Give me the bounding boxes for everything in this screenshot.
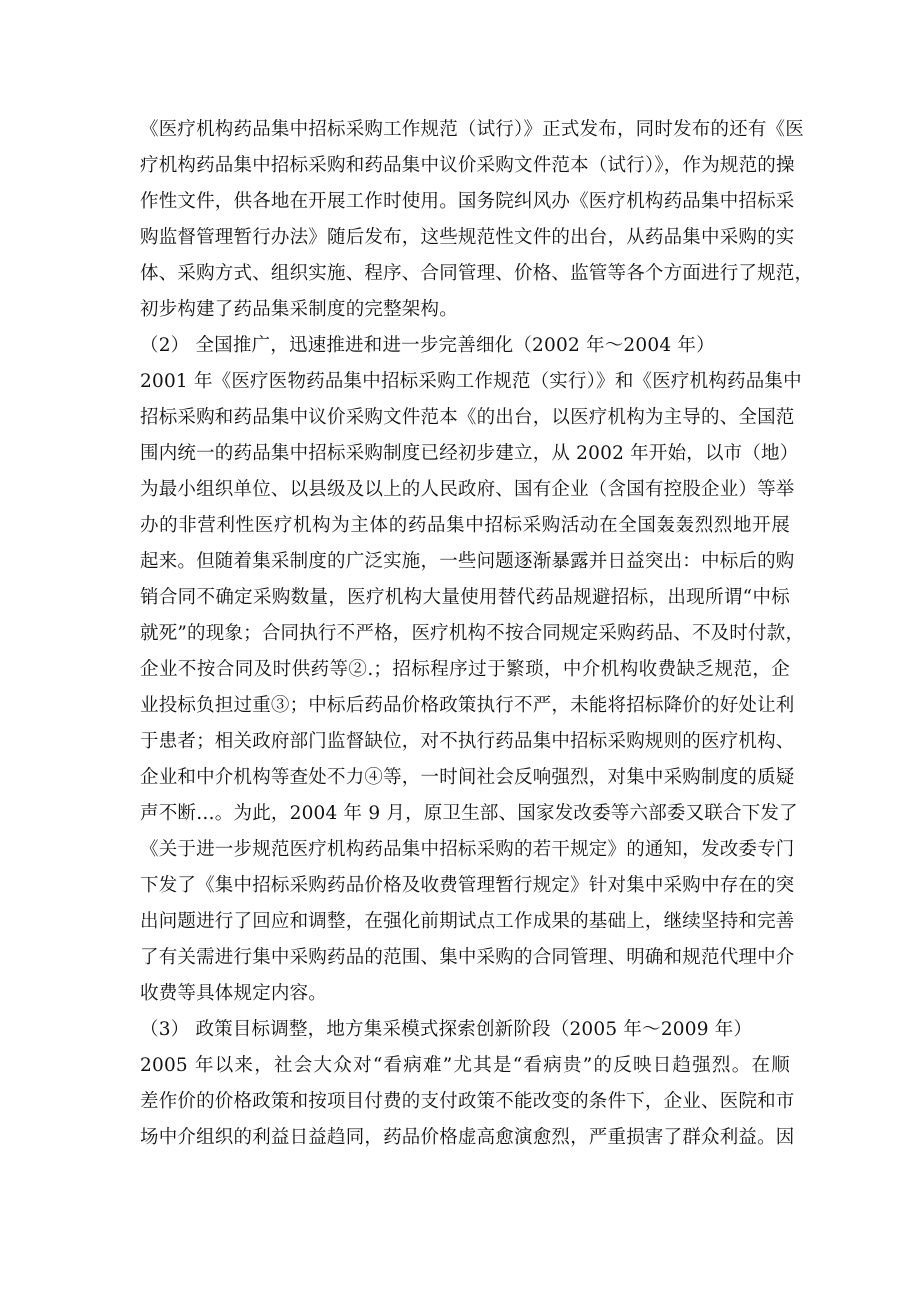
text-line: 了有关需进行集中采购药品的范围、集中采购的合同管理、明确和规范代理中介 [140,947,795,968]
text-line: 作性文件，供各地在开展工作时使用。国务院纠风办《医疗机构药品集中招标采 [140,191,795,212]
text-line: 场中介组织的利益日益趋同，药品价格虚高愈演愈烈，严重损害了群众利益。因 [140,1127,795,1148]
text-line: 2005 年以来，社会大众对“看病难”尤其是“看病贵”的反映日趋强烈。在顺 [140,1055,790,1076]
section-heading-2: （2） 全国推广，迅速推进和进一步完善细化（2002 年～2004 年） [140,335,715,356]
text-line: 《医疗机构药品集中招标采购工作规范（试行）》正式发布，同时发布的还有《医 [140,119,804,140]
text-line: 声不断…。为此，2004 年 9 月，原卫生部、国家发改委等六部委又联合下发了 [140,803,798,824]
text-line: 疗机构药品集中招标采购和药品集中议价采购文件范本（试行）》，作为规范的操 [140,155,795,176]
text-line: 2001 年《医疗医物药品集中招标采购工作规范（实行）》和《医疗机构药品集中 [140,371,802,392]
text-line: 差作价的价格政策和按项目付费的支付政策不能改变的条件下，企业、医院和市 [140,1091,795,1112]
text-line: 就死”的现象；合同执行不严格，医疗机构不按合同规定采购药品、不及时付款， [140,623,805,644]
text-line: 出问题进行了回应和调整，在强化前期试点工作成果的基础上，继续坚持和完善 [140,911,795,932]
text-line: 起来。但随着集采制度的广泛实施，一些问题逐渐暴露并日益突出：中标后的购 [140,551,795,572]
section-heading-3: （3） 政策目标调整，地方集采模式探索创新阶段（2005 年～2009 年） [140,1019,753,1040]
text-line: 围内统一的药品集中招标采购制度已经初步建立，从 2002 年开始，以市（地） [140,443,799,464]
text-line: 企业和中介机构等查处不力④等，一时间社会反响强烈，对集中采购制度的质疑 [140,767,795,788]
text-line: 招标采购和药品集中议价采购文件范本《的出台，以医疗机构为主导的、全国范 [140,407,795,428]
text-line: 下发了《集中招标采购药品价格及收费管理暂行规定》针对集中采购中存在的突 [140,875,795,896]
text-line: 体、采购方式、组织实施、程序、合同管理、价格、监管等各个方面进行了规范， [140,263,814,284]
text-line: 销合同不确定采购数量，医疗机构大量使用替代药品规避招标，出现所谓“中标 [140,587,790,608]
text-line: 于患者；相关政府部门监督缺位，对不执行药品集中招标采购规则的医疗机构、 [140,731,795,752]
text-line: 购监督管理暂行办法》随后发布，这些规范性文件的出台，从药品集中采购的实 [140,227,795,248]
text-line: 《关于进一步规范医疗机构药品集中招标采购的若干规定》的通知，发改委专门 [140,839,795,860]
text-line: 初步构建了药品集采制度的完整架构。 [140,299,458,320]
text-line: 为最小组织单位、以县级及以上的人民政府、国有企业（含国有控股企业）等举 [140,479,795,500]
text-line: 收费等具体规定内容。 [140,983,328,1004]
text-line: 办的非营利性医疗机构为主体的药品集中招标采购活动在全国轰轰烈烈地开展 [140,515,790,536]
text-line: 业投标负担过重③；中标后药品价格政策执行不严，未能将招标降价的好处让利 [140,695,795,716]
text-line: 企业不按合同及时供药等②.；招标程序过于繁琐，中介机构收费缺乏规范，企 [140,659,790,680]
